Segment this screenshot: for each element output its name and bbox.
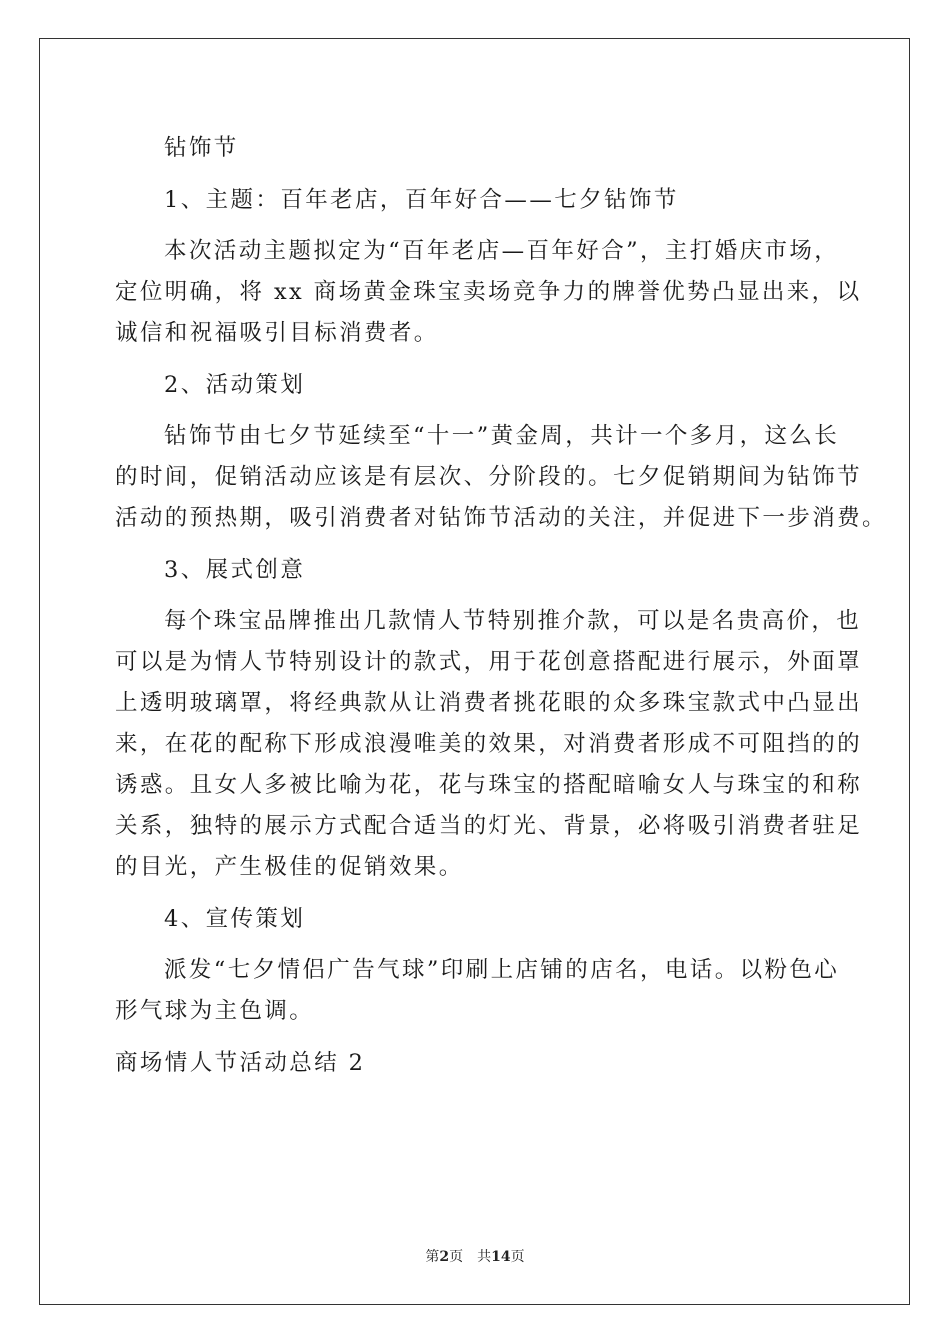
- paragraph-line: 来，在花的配称下形成浪漫唯美的效果，对消费者形成不可阻挡的的: [115, 731, 863, 757]
- paragraph-line: 诚信和祝福吸引目标消费者。: [115, 320, 439, 346]
- paragraph-line: 钻饰节由七夕节延续至“十一”黄金周，共计一个多月，这么长: [164, 423, 840, 449]
- theme-heading: 1、主题：百年老店，百年好合——七夕钻饰节: [164, 186, 679, 213]
- activity-plan-heading: 2、活动策划: [164, 371, 306, 398]
- promotion-heading: 4、宣传策划: [164, 905, 306, 932]
- paragraph-line: 活动的预热期，吸引消费者对钻饰节活动的关注，并促进下一步消费。: [115, 505, 887, 531]
- promotion-paragraph: [115, 950, 840, 1032]
- paragraph-line: 上透明玻璃罩，将经典款从让消费者挑花眼的众多珠宝款式中凸显出: [115, 690, 863, 716]
- page-prefix: 第: [425, 1249, 440, 1265]
- paragraph-line: 可以是为情人节特别设计的款式，用于花创意搭配进行展示，外面罩: [115, 649, 863, 675]
- total-pages: 14: [491, 1249, 511, 1265]
- paragraph-line: 本次活动主题拟定为“百年老店—百年好合”，主打婚庆市场，: [164, 238, 840, 264]
- paragraph-line: 形气球为主色调。: [115, 998, 315, 1024]
- display-idea-paragraph: [115, 601, 863, 888]
- paragraph-line: 的目光，产生极佳的促销效果。: [115, 854, 464, 880]
- total-suffix: 页: [510, 1249, 525, 1265]
- total-prefix: 共: [477, 1249, 492, 1265]
- activity-plan-heading-block: [115, 365, 835, 406]
- page-number: 2: [439, 1249, 450, 1265]
- paragraph-line: 的时间，促销活动应该是有层次、分阶段的。七夕促销期间为钻饰节: [115, 464, 863, 490]
- section-title: 钻饰节: [164, 135, 239, 161]
- paragraph-line: 每个珠宝品牌推出几款情人节特别推介款，可以是名贵高价，也: [164, 608, 862, 634]
- paragraph-line: 派发“七夕情侣广告气球”印刷上店铺的店名，电话。以粉色心: [164, 957, 840, 983]
- display-idea-heading: 3、展式创意: [164, 556, 306, 583]
- paragraph-line: 定位明确，将 xx 商场黄金珠宝卖场竞争力的牌誉优势凸显出来，以: [115, 279, 862, 305]
- display-idea-heading-block: [115, 550, 835, 591]
- page-suffix: 页: [449, 1249, 464, 1265]
- closing-heading: 商场情人节活动总结 2: [115, 1049, 366, 1076]
- document-body: [115, 128, 887, 1084]
- theme-paragraph: [115, 231, 862, 354]
- paragraph-line: 诱惑。且女人多被比喻为花，花与珠宝的搭配暗喻女人与珠宝的和称: [115, 772, 863, 798]
- activity-plan-paragraph: [115, 416, 887, 539]
- page-footer: [0, 1246, 950, 1266]
- promotion-heading-block: [115, 899, 835, 940]
- paragraph-line: 关系，独特的展示方式配合适当的灯光、背景，必将吸引消费者驻足: [115, 813, 863, 839]
